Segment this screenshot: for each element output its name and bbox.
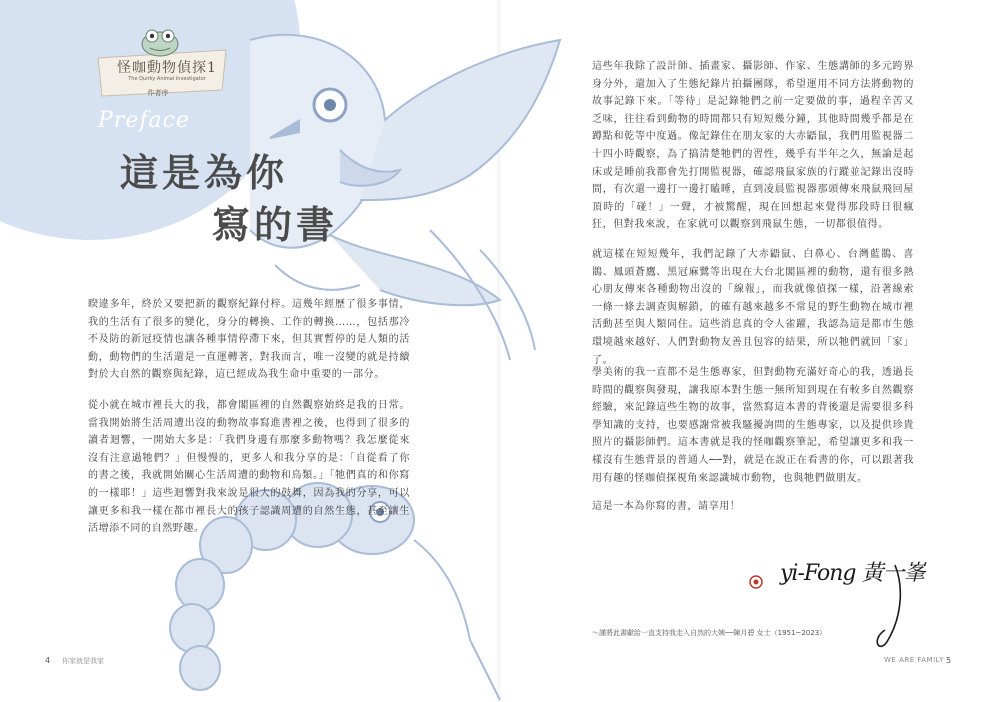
author-signature: yi-Fong 黃一峯 <box>780 561 925 586</box>
preface-heading: Preface <box>98 108 190 133</box>
right-running-title: WE ARE FAMILY <box>884 656 944 664</box>
left-running-title: 你家就是我家 <box>62 657 104 665</box>
dedication: ～謹將此書獻給一直支持我走入自然的大姨──陳月碧 女士（1951~2023） <box>592 629 827 637</box>
right-page-number: 5 <box>946 656 952 665</box>
right-paragraph: 這些年我除了設計師、插畫家、攝影師、作家、生態講師的多元跨界身分外，還加入了生態紀錄片拍攝團隊，希望運用不同方法將動物的故事記錄下來。「等待」是記錄牠們之前一定要做的事，過程辛苦又乏味，往往看到動物的時間都只有短短幾分鐘，其他時間幾乎都是在蹲點和乾等中度過。像記錄住在朋友家的大赤鼯鼠，我們用監視器二十四小時觀察，為了搞清楚牠們的習性，幾乎有半年之久，無論是起床或是睡前我都會先打開監視器，確認飛鼠家族的行蹤並記錄出沒時間，有次還一邊打一邊打瞌睡，直到凌晨監視器那頭傳來飛鼠飛回屋頂時的「碰！」一聲，才被驚醒，現在回想起來覺得那段時日很瘋狂，但對我來說，在家就可以觀察到飛鼠生態，一切都很值得。 <box>592 61 914 231</box>
frog-mascot-icon <box>142 30 178 56</box>
right-paragraph: 就這樣在短短幾年，我們記錄了大赤鼯鼠、白鼻心、台灣藍鵲、喜鵲、鳳頭蒼鷹、黑冠麻鷺等出現在大台北閣區裡的動物，還有很多熱心朋友傳來各種動物出沒的「線報」，而我就像偵探一樣，沿著線索一條一條去調查與解鎖，的確有越來越多不常見的野生動物在城市裡活動甚至與人類同住。這些消息真的令人雀躍，我認為這是都市生態環境越來越好、人們對動物友善且包容的結果，所以牠們就回「家」了。 <box>592 249 914 366</box>
page-title-line1: 這是為你 <box>120 150 289 195</box>
signature-seal-icon <box>750 576 762 588</box>
closing-line: 這是一本為你寫的書，請享用！ <box>592 501 741 512</box>
right-paragraph: 學美術的我一直都不是生態專家，但對動物充滿好奇心的我，透過長時間的觀察與發現，讓我原本對生態一無所知到現在有較多自然觀察經驗，來記錄這些生物的故事，當然寫這本書的背後還是需要很多科學知識的支持，也要感謝常被我騷擾詢問的生態專家，以及提供珍貴照片的攝影師們。這本書就是我的怪咖觀察筆記，希望讓更多和我一樣沒有生態背景的普通人──對，就是在說正在看書的你，可以跟著我用有趣的怪咖偵探視角來認識城市動物，也與牠們做朋友。 <box>592 367 914 484</box>
page-title-line2: 寫的書 <box>212 202 339 247</box>
series-subtitle: The Quirky Animal Investigator <box>128 76 206 82</box>
left-page-number: 4 <box>45 656 51 665</box>
left-paragraph: 從小就在城市裡長大的我，都會閣區裡的自然觀察始終是我的日常。當我開始將生活周遭出沒的動物故事寫進書裡之後，也得到了很多的讀者迴響，一開始大多是：「我們身邊有那麼多動物嗎？我怎麼從來沒有注意過牠們？」但慢慢的，更多人和我分享的是：「自從看了你的書之後，我就開始關心生活周遭的動物和鳥類。」「牠們真的和你寫的一樣耶！」這些迴響對我來說是很大的鼓舞，因為我的分享，可以讓更多和我一樣在都市裡長大的孩子認識周遭的自然生態，甚至讓生活增添不同的自然野趣。 <box>88 400 410 535</box>
left-paragraph: 睽違多年，終於又要把新的觀察紀錄付梓。這幾年經歷了很多事情，我的生活有了很多的變化，身分的轉換、工作的轉換……，包括那冷不及防的新冠疫情也讓各種事情停滯下來，但其實暫停的是人類的活動，動物們的生活還是一直運轉著，對我而言，唯一沒變的就是持續對於大自然的觀察與紀錄，這已經成為我生命中重要的一部分。 <box>88 299 410 381</box>
series-title: 怪咖動物偵探1 <box>117 60 217 76</box>
author-preface-label: 作者序 <box>147 89 169 97</box>
